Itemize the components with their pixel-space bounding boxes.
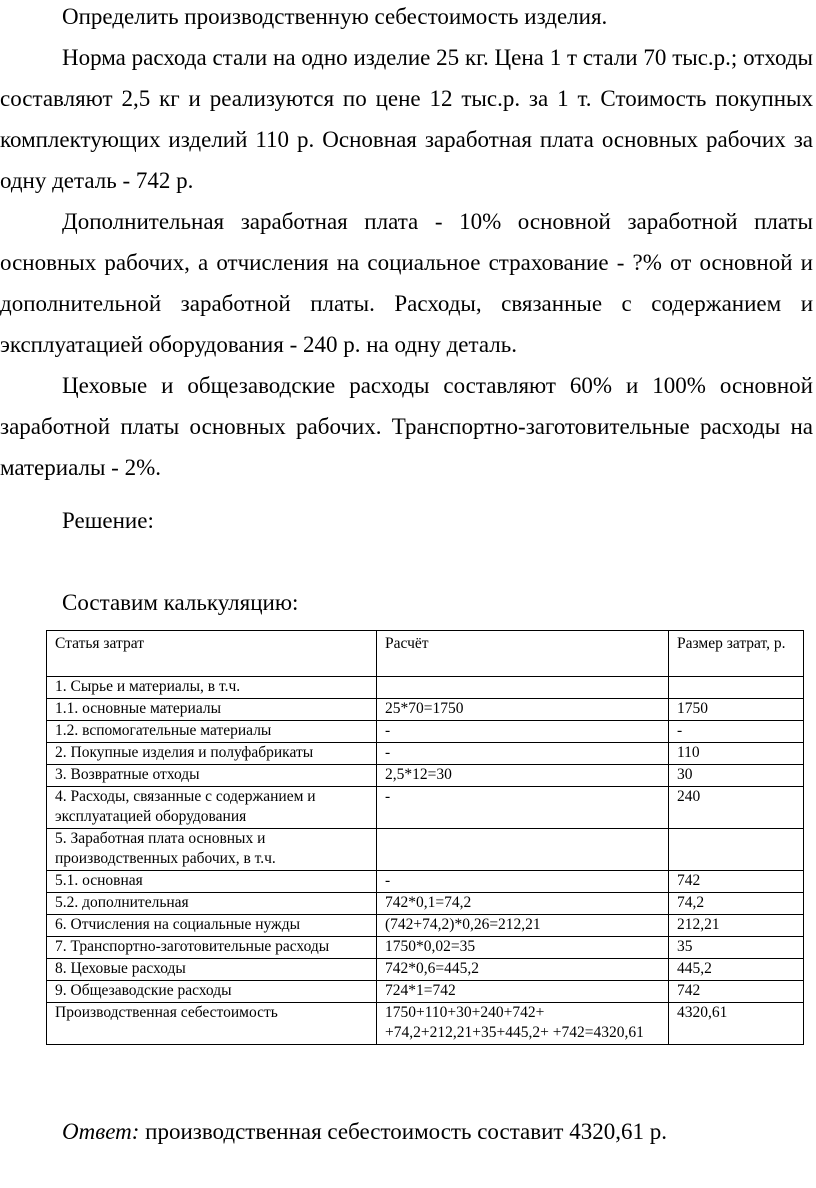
cell-calculation: 742*0,1=74,2 (377, 893, 669, 915)
cell-cost-amount: 240 (669, 787, 804, 829)
cell-cost-amount: 212,21 (669, 915, 804, 937)
cell-calculation: 25*70=1750 (377, 699, 669, 721)
task-paragraph-3: Цеховые и общезаводские расходы составляют 60% и 100% основной заработной платы основных рабочих. Транспортно-заготовительные расходы на материалы - 2%. (0, 373, 813, 480)
cell-cost-item: 1.2. вспомогательные материалы (47, 721, 377, 743)
cell-cost-amount: 1750 (669, 699, 804, 721)
cell-cost-amount: 74,2 (669, 893, 804, 915)
cell-cost-item: 1.1. основные материалы (47, 699, 377, 721)
cell-calculation: 724*1=742 (377, 981, 669, 1003)
table-row (47, 871, 804, 893)
task-paragraph-2: Дополнительная заработная плата - 10% основной заработной платы основных рабочих, а отчисления на социальное страхование - ?% от основной и дополнительной заработной платы. Расходы, связанные с содержанием и эксплуатацией оборудования - 240 р. на одну деталь. (0, 209, 813, 357)
cell-cost-item: 5.2. дополнительная (47, 893, 377, 915)
table-row (47, 743, 804, 765)
table-row (47, 721, 804, 743)
cell-calculation: - (377, 743, 669, 765)
task-title: Определить производственную себестоимость изделия. (62, 4, 608, 29)
cell-calculation: 2,5*12=30 (377, 765, 669, 787)
cell-calculation: - (377, 871, 669, 893)
cell-calculation (377, 829, 669, 871)
answer-label: Ответ: (62, 1119, 140, 1144)
cell-cost-amount: 742 (669, 981, 804, 1003)
cell-cost-item: 6. Отчисления на социальные нужды (47, 915, 377, 937)
cell-cost-amount: 4320,61 (669, 1003, 804, 1045)
cell-calculation (377, 677, 669, 699)
solution-label: Решение: (62, 508, 154, 533)
cell-calculation: (742+74,2)*0,26=212,21 (377, 915, 669, 937)
cell-calculation: 1750*0,02=35 (377, 937, 669, 959)
cell-cost-item: 4. Расходы, связанные с содержанием и эксплуатацией оборудования (47, 787, 377, 829)
header-cost-item: Статья затрат (47, 631, 377, 677)
cell-cost-amount: 110 (669, 743, 804, 765)
answer-text: производственная себестоимость составит 4320,61 р. (145, 1119, 667, 1144)
cell-cost-amount (669, 829, 804, 871)
cell-cost-amount: 35 (669, 937, 804, 959)
cell-cost-amount: - (669, 721, 804, 743)
cell-cost-amount: 445,2 (669, 959, 804, 981)
cost-calculation-table (46, 630, 804, 1045)
cell-cost-item: 1. Сырье и материалы, в т.ч. (47, 677, 377, 699)
cell-cost-amount: 30 (669, 765, 804, 787)
table-row (47, 699, 804, 721)
header-cost-amount: Размер затрат, р. (669, 631, 804, 677)
table-row (47, 915, 804, 937)
answer (62, 1111, 802, 1152)
table-row (47, 893, 804, 915)
table-row (47, 829, 804, 871)
cell-calculation: 1750+110+30+240+742+ +74,2+212,21+35+445,2+ +742=4320,61 (377, 1003, 669, 1045)
cell-cost-item: 5. Заработная плата основных и производственных рабочих, в т.ч. (47, 829, 377, 871)
cell-cost-item: 5.1. основная (47, 871, 377, 893)
cell-cost-amount (669, 677, 804, 699)
table-row (47, 959, 804, 981)
cell-calculation: 742*0,6=445,2 (377, 959, 669, 981)
header-calculation: Расчёт (377, 631, 669, 677)
table-row (47, 937, 804, 959)
task-paragraph-1: Норма расхода стали на одно изделие 25 кг. Цена 1 т стали 70 тыс.р.; отходы составляют 2,5 кг и реализуются по цене 12 тыс.р. за 1 т. Стоимость покупных комплектующих изделий 110 р. Основная заработная плата основных рабочих за одну деталь - 742 р. (0, 45, 813, 193)
calculation-intro: Составим калькуляцию: (62, 590, 299, 615)
table-row (47, 1003, 804, 1045)
cell-cost-item: 2. Покупные изделия и полуфабрикаты (47, 743, 377, 765)
cell-cost-amount: 742 (669, 871, 804, 893)
cell-cost-item: Производственная себестоимость (47, 1003, 377, 1045)
table-row (47, 787, 804, 829)
table-row (47, 765, 804, 787)
cell-cost-item: 7. Транспортно-заготовительные расходы (47, 937, 377, 959)
table-header-row (47, 631, 804, 677)
cell-cost-item: 8. Цеховые расходы (47, 959, 377, 981)
cell-calculation: - (377, 787, 669, 829)
table-row (47, 677, 804, 699)
cell-cost-item: 3. Возвратные отходы (47, 765, 377, 787)
cell-calculation: - (377, 721, 669, 743)
cell-cost-item: 9. Общезаводские расходы (47, 981, 377, 1003)
table-row (47, 981, 804, 1003)
